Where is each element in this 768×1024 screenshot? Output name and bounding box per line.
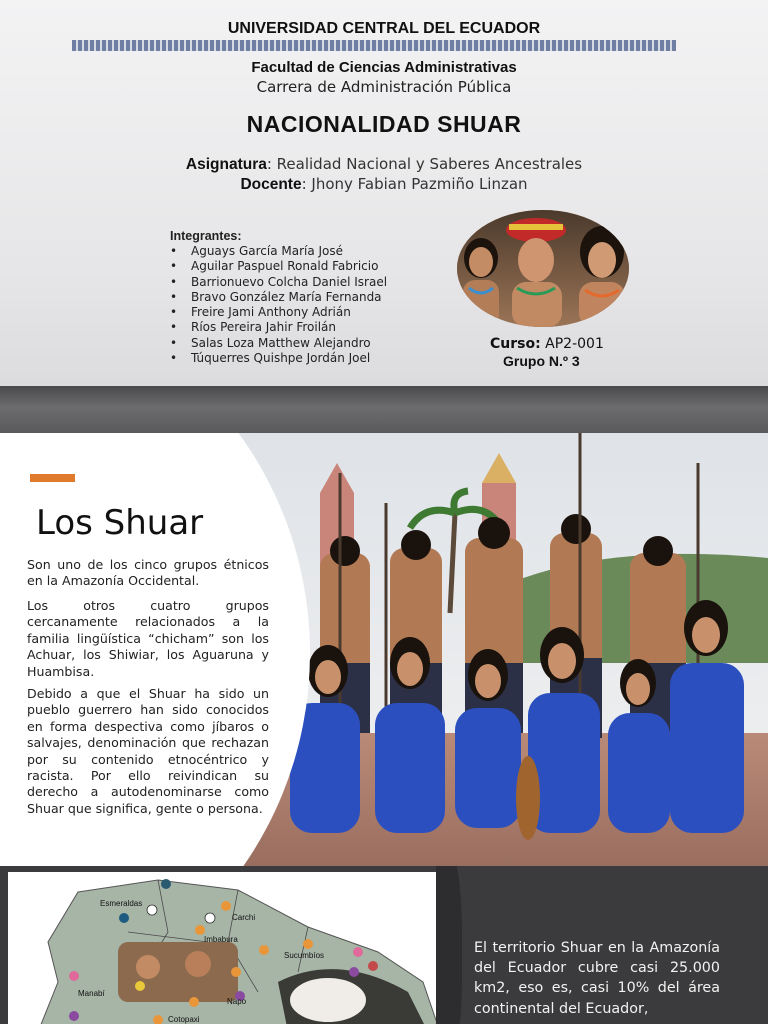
- shuar-children-photo: [457, 210, 629, 327]
- university-name: UNIVERSIDAD CENTRAL DEL ECUADOR: [227, 20, 541, 37]
- subject-label: Asignatura: [185, 156, 267, 173]
- territory-paragraph: El territorio Shuar en la Amazonía del Ecuador cubre casi 25.000 km2, eso es, casi 10% del área continental del Ecuador,: [474, 940, 720, 1017]
- map-label-cotopaxi: Cotopaxi: [168, 1015, 200, 1024]
- subject-value: : Realidad Nacional y Saberes Ancestrales: [266, 155, 583, 173]
- teacher-value: : Jhony Fabian Pazmiño Linzan: [301, 175, 528, 193]
- map-label-esmeraldas: Esmeraldas: [100, 899, 143, 908]
- decorative-rule: [72, 40, 676, 51]
- teacher-line: [0, 175, 768, 194]
- course-label: Curso:: [490, 336, 541, 352]
- territory-slide: [0, 866, 768, 1024]
- subject-line: [0, 155, 768, 174]
- map-label-carchi: Carchi: [232, 913, 256, 922]
- slide-separator: [0, 386, 768, 433]
- map-label-napo: Napo: [227, 997, 247, 1006]
- group-label: Grupo N.º 3: [503, 353, 580, 369]
- course-line: [490, 336, 604, 352]
- members-list: [170, 244, 387, 366]
- member-item: • Aguays García María José: [170, 244, 387, 259]
- paragraph-3: Debido a que el Shuar ha sido un pueblo guerrero han sido conocidos en forma despectiva como jíbaros o salvajes, denominación que rechazan por su contenido etnocéntrico y racista. Por ello reivindican su derecho a autodenominarse como Shuar que significa, gente o persona.: [27, 686, 269, 816]
- presentation-title: NACIONALIDAD SHUAR: [246, 111, 522, 137]
- member-item: • Ríos Pereira Jahir Froilán: [170, 320, 387, 335]
- los-shuar-slide: [0, 433, 768, 866]
- members-block: [170, 229, 387, 366]
- faculty-name: Facultad de Ciencias Administrativas: [251, 59, 517, 76]
- career-name: Carrera de Administración Pública: [256, 78, 512, 96]
- title-slide: [0, 0, 768, 386]
- course-value: AP2-001: [540, 336, 604, 352]
- paragraph-1: Son uno de los cinco grupos étnicos en la Amazonía Occidental.: [27, 557, 269, 589]
- map-label-sucumbios: Sucumbíos: [284, 951, 325, 960]
- map-label-imbabura: Imbabura: [204, 935, 238, 944]
- member-item: • Aguilar Paspuel Ronald Fabricio: [170, 259, 387, 274]
- members-title: Integrantes:: [170, 229, 242, 243]
- member-item: • Barrionuevo Colcha Daniel Israel: [170, 275, 387, 290]
- member-item: • Bravo González María Fernanda: [170, 290, 387, 305]
- member-item: • Túquerres Quishpe Jordán Joel: [170, 351, 387, 366]
- slide-title: Los Shuar: [36, 503, 204, 543]
- member-item: • Salas Loza Matthew Alejandro: [170, 336, 387, 351]
- ecuador-map: [8, 872, 440, 1024]
- paragraph-2: Los otros cuatro grupos cercanamente relacionados a la familia lingüística “chicham” son los Achuar, los Shiwiar, los Aguaruna y Huambisa.: [27, 598, 269, 679]
- accent-bar: [30, 474, 75, 482]
- divider-curve: [436, 866, 462, 1024]
- teacher-label: Docente: [240, 176, 302, 193]
- map-label-manabi: Manabí: [78, 989, 105, 998]
- member-item: • Freire Jami Anthony Adrián: [170, 305, 387, 320]
